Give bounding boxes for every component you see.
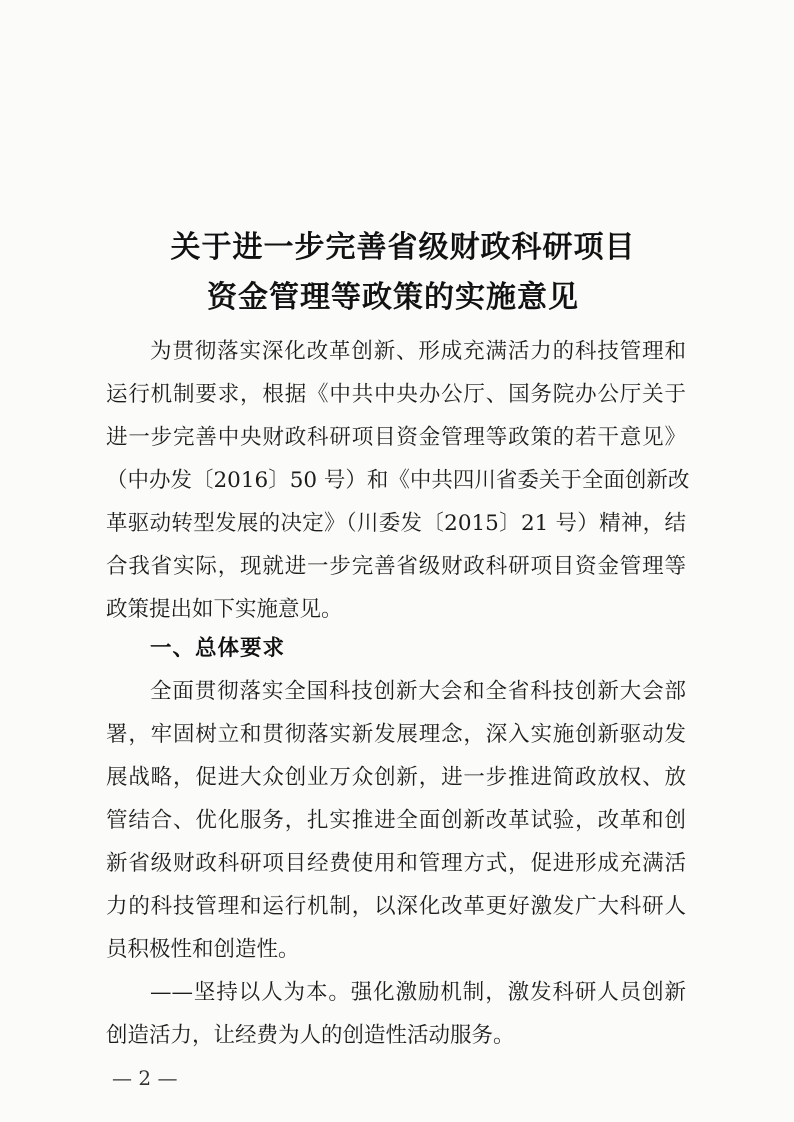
section1-line-2: 署，牢固树立和贯彻落实新发展理念，深入实施创新驱动发 bbox=[106, 722, 686, 747]
section-heading: 一、总体要求 bbox=[150, 636, 286, 661]
document-title-line-1: 关于进一步完善省级财政科研项目 bbox=[170, 230, 636, 265]
principle-line-1: ——坚持以人为本。强化激励机制，激发科研人员创新 bbox=[150, 980, 686, 1005]
page-number: — 2 — bbox=[112, 1066, 178, 1090]
intro-line-6: 合我省实际，现就进一步完善省级财政科研项目资金管理等 bbox=[106, 554, 686, 579]
document-title-line-2: 资金管理等政策的实施意见 bbox=[207, 280, 579, 315]
section1-line-6: 力的科技管理和运行机制，以深化改革更好激发广大科研人 bbox=[106, 894, 686, 919]
section1-line-5: 新省级财政科研项目经费使用和管理方式，促进形成充满活 bbox=[106, 851, 686, 876]
intro-line-3: 进一步完善中央财政科研项目资金管理等政策的若干意见》 bbox=[106, 425, 686, 450]
intro-line-5: 革驱动转型发展的决定》（川委发〔2015〕21 号）精神，结 bbox=[106, 511, 686, 536]
intro-line-7: 政策提出如下实施意见。 bbox=[106, 597, 343, 622]
intro-line-2: 运行机制要求，根据《中共中央办公厅、国务院办公厅关于 bbox=[106, 382, 686, 407]
section1-line-4: 管结合、优化服务，扎实推进全面创新改革试验，改革和创 bbox=[106, 808, 686, 833]
section1-line-1: 全面贯彻落实全国科技创新大会和全省科技创新大会部 bbox=[150, 679, 686, 704]
intro-line-4: （中办发〔2016〕50 号）和《中共四川省委关于全面创新改 bbox=[106, 468, 690, 493]
principle-line-2: 创造活力，让经费为人的创造性活动服务。 bbox=[106, 1023, 515, 1048]
section1-line-3: 展战略，促进大众创业万众创新，进一步推进简政放权、放 bbox=[106, 765, 686, 790]
intro-line-1: 为贯彻落实深化改革创新、形成充满活力的科技管理和 bbox=[150, 339, 686, 364]
section1-line-7: 员积极性和创造性。 bbox=[106, 937, 300, 962]
